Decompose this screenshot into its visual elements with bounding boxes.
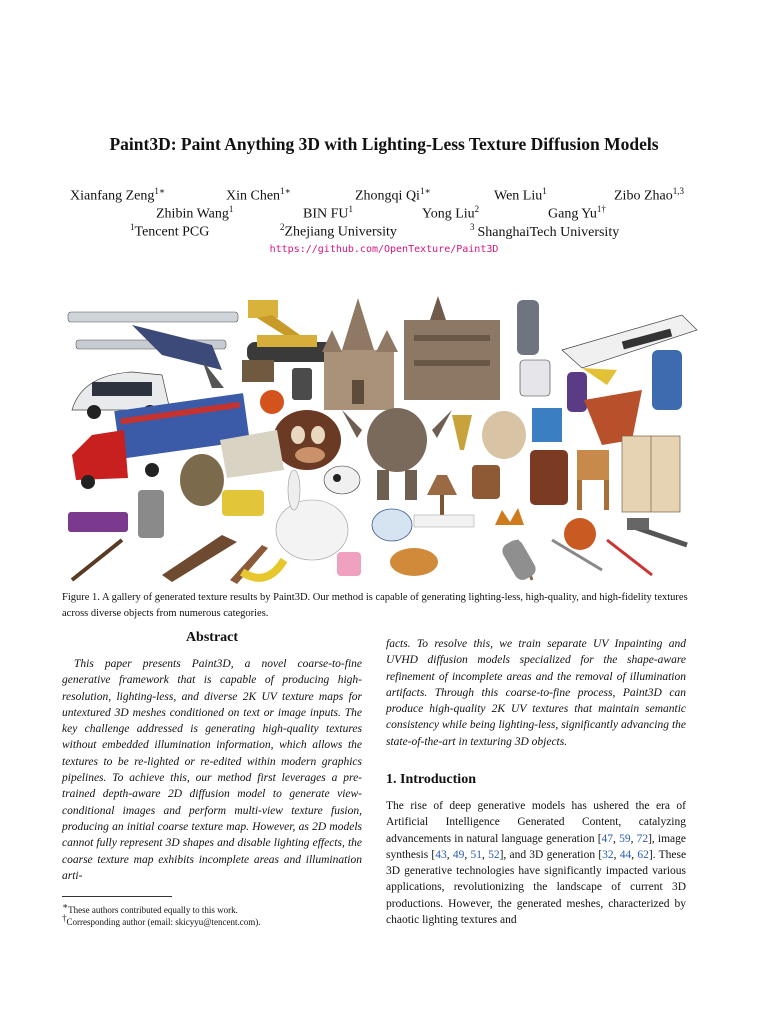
paper-title: Paint3D: Paint Anything 3D with Lighting-Less Texture Diffusion Models xyxy=(109,134,659,154)
crown-model xyxy=(495,508,524,525)
table-model xyxy=(414,515,474,527)
author: BIN $FU^1$ xyxy=(303,204,354,222)
citation-link[interactable]: 51 xyxy=(470,848,482,861)
abstract-column-1 xyxy=(62,630,362,884)
affiliation: $^1$Tencent PCG xyxy=(130,222,210,240)
citation-link[interactable]: 47 xyxy=(601,832,614,845)
intro-paragraph: The rise of deep generative models has ushered the era of Artificial Intelligence Generated Content, catalyzing advancements in natural language generation [47, 59, 72], image synthesis [43, 49, 51, 52], and 3D generation [32, 44, 62]. These 3D generative technologies have significantly impacted various applications, revolutionizing the landscape of current 3D productions. However, the generated meshes, characterized by chaotic lighting textures and xyxy=(386,800,687,927)
cake-model xyxy=(337,552,361,576)
microscope-model xyxy=(138,490,164,538)
author: Gang $Yu^{1\dagger}$ xyxy=(548,204,606,222)
affiliation: $^3$ ShanghaiTech University xyxy=(470,222,620,240)
github-link[interactable]: https://github.com/OpenTexture/Paint3D xyxy=(269,244,499,255)
abstract-heading: Abstract xyxy=(185,630,239,645)
affiliation: $^2$Zhejiang University xyxy=(280,222,397,240)
cabinet-model xyxy=(622,436,680,512)
citation-link[interactable]: 43 xyxy=(435,848,447,861)
citation-link[interactable]: 62 xyxy=(637,848,649,861)
citation-link[interactable]: 52 xyxy=(488,848,500,861)
ladybug-model xyxy=(260,390,284,414)
teapot-model xyxy=(372,509,412,541)
can-model xyxy=(499,537,538,583)
gallery-figure xyxy=(62,290,707,586)
author: Xianfang Zeng$^{1∗}$ xyxy=(70,186,165,204)
monkey-head-model xyxy=(273,410,341,470)
author: Xin Chen$^{1∗}$ xyxy=(226,186,291,204)
cow-model xyxy=(324,466,360,494)
backpack-model xyxy=(180,454,224,506)
footnote-divider xyxy=(62,896,172,897)
wicker-chair-model xyxy=(482,411,526,459)
tube-model xyxy=(68,512,128,532)
author: Wen Liu$^1$ xyxy=(494,186,547,204)
author: Zhongqi $Qi^{1∗}$ xyxy=(355,186,431,204)
goblet-model xyxy=(452,415,472,450)
armchair-model xyxy=(530,450,568,505)
croissant-model xyxy=(390,548,438,576)
wooden-chair-model xyxy=(577,450,609,510)
footnote: †Corresponding author (email: skicyyu@tencent.com). xyxy=(62,913,261,927)
author: Zibo Zhao$^{1,3}$ xyxy=(614,186,684,204)
telephone-model xyxy=(222,490,264,516)
hockey-stick-model xyxy=(72,540,122,580)
citation-link[interactable]: 59 xyxy=(619,832,631,845)
figure-caption: Figure 1. A gallery of generated texture results by Paint3D. Our method is capable of generating lighting-less, high-quality, and high-fidelity textures across diverse objects from numerous categories. xyxy=(62,592,688,619)
tool-models xyxy=(517,518,687,580)
church-model xyxy=(404,296,500,400)
shirt-model xyxy=(532,408,562,442)
bucket-model xyxy=(472,465,500,499)
author: Zhibin Wang$^1$ xyxy=(156,204,234,222)
citation-link[interactable]: 49 xyxy=(452,848,465,861)
lamp-model xyxy=(427,475,457,495)
abstract-text: This paper presents Paint3D, a novel coarse-to-fine generative framework that is capable of producing high-resolution, lighting-less, and diverse 2K UV texture maps for untextured 3D meshes conditioned on text or image inputs. The key challenge addressed is generating high-quality textures without embedded illumination information, which allows the textures to be re-lighted or re-edited within modern graphics pipelines. To achieve this, our method first leverages a pre-trained depth-aware 2D diffusion model to generate view-conditional images and perform multi-view texture fusion, producing an initial coarse texture map. However, as 2D models cannot fully represent 3D shapes and disable lighting effects, the coarse texture map exhibits incomplete areas and illumination arti- xyxy=(62,658,362,882)
tracked-robot-model xyxy=(247,300,337,362)
citation-link[interactable]: 72 xyxy=(636,832,649,845)
citation-link[interactable]: 32 xyxy=(602,848,614,861)
abstract-text-continued: facts. To resolve this, we train separate UV Inpainting and UVHD diffusion models specialized for the shape-aware refinement of incomplete areas and the removal of illumination artifacts. Through this coarse-to-fine process, Paint3D can produce high-quality 2K UV textures that maintain semantic consistency while being lighting-less, significantly advancing the state-of-the-art in texturing 3D objects. xyxy=(386,638,686,748)
citation-link[interactable]: 44 xyxy=(619,848,632,861)
footnote: ∗These authors contributed equally to this work. xyxy=(62,901,238,915)
basketball-model xyxy=(564,518,596,550)
rifle-model xyxy=(162,535,237,582)
author: Yong Liu$^2$ xyxy=(422,204,480,222)
castle-model xyxy=(322,298,398,410)
section-heading: 1. Introduction xyxy=(386,772,476,787)
